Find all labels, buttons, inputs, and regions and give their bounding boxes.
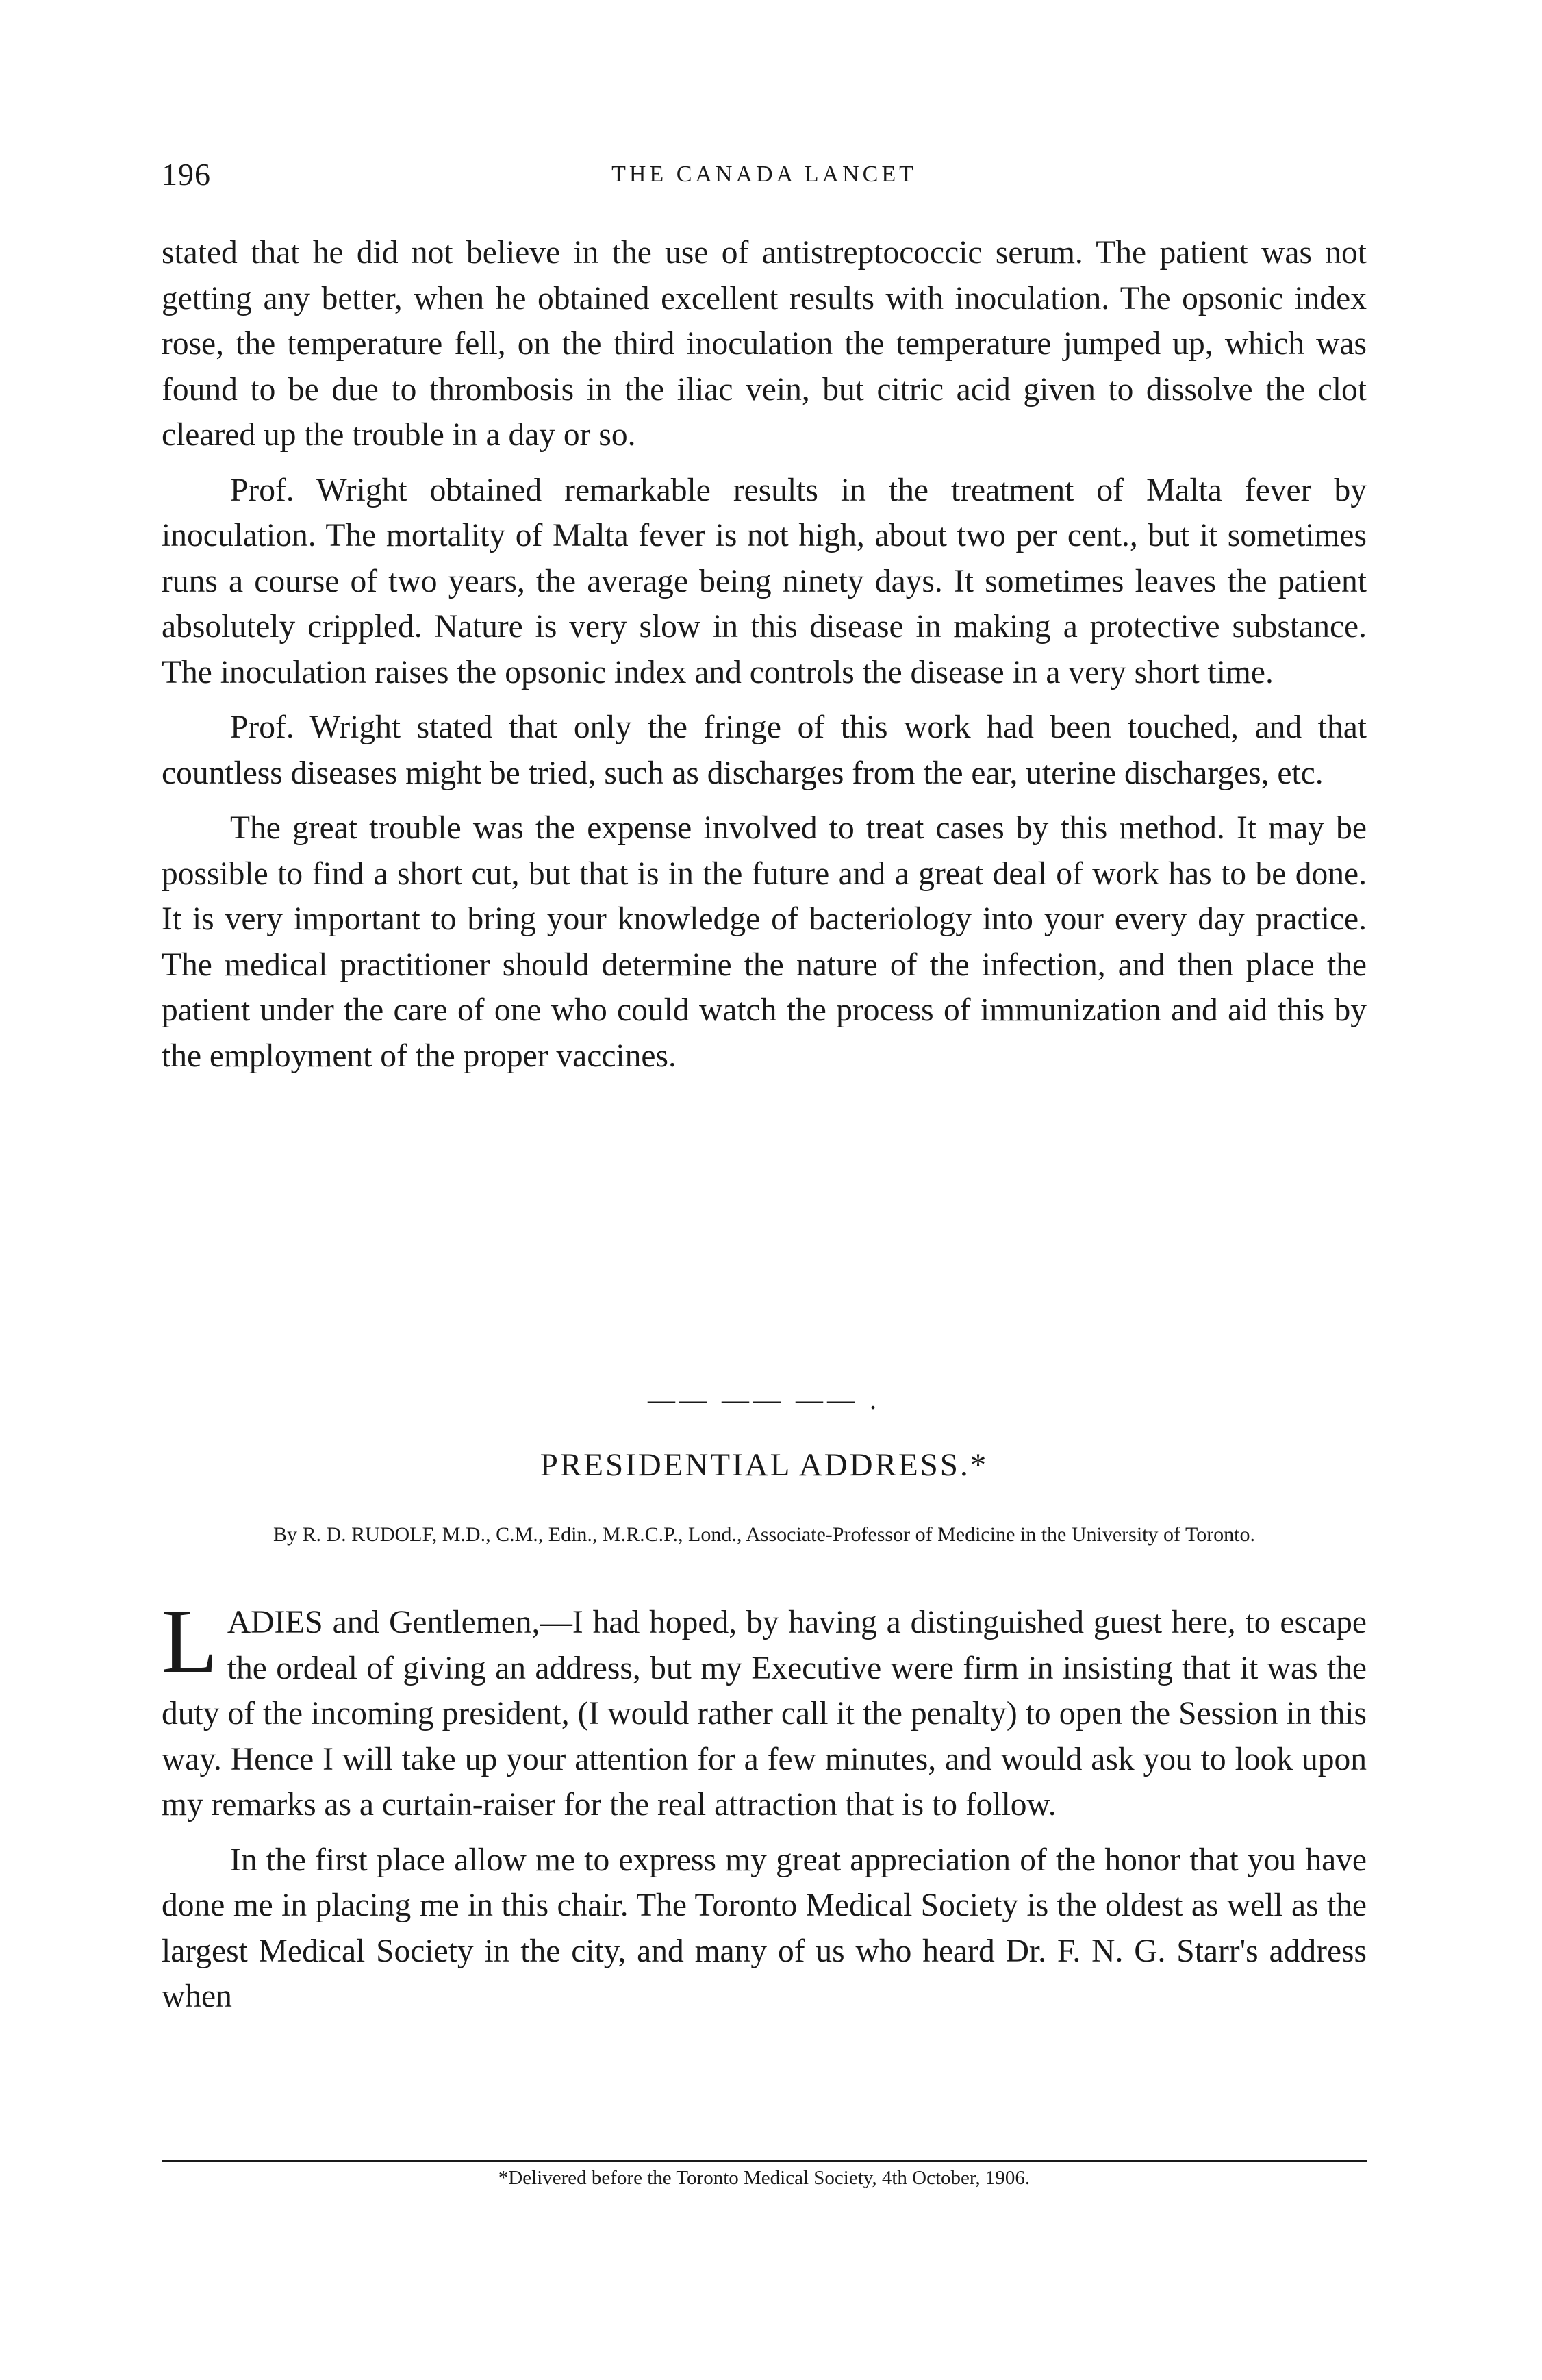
paragraph: Prof. Wright obtained remarkable results in the treatment of Malta fever by inoculation. The mortality of Malta fever is not high, about two per cent., but it sometimes runs a course of two years, the average being ninety days. It sometimes leaves the patient absolutely crippled. Nature is very slow in this disease in making a protective substance. The inoculation raises the opsonic index and controls the disease in a very short time. xyxy=(162,472,1367,690)
paragraph: stated that he did not believe in the use of antistreptococcic serum. The patient was not getting any better, when he obtained excellent results with inoculation. The opsonic index rose, the temperature fell, on the third inoculation the temperature jumped up, which was found to be due to thrombosis in the iliac vein, but citric acid given to dissolve the clot cleared up the trouble in a day or so. xyxy=(162,235,1367,453)
document-page xyxy=(162,0,1367,2380)
opening-paragraph xyxy=(162,1590,1367,1828)
continued-article-text xyxy=(162,230,1367,1088)
drop-cap: L xyxy=(162,1590,218,1692)
paragraph: In the first place allow me to express my great appreciation of the honor that you have done me in placing me in this chair. The Toronto Medical Society is the oldest as well as the largest Medical Society in the city, and many of us who heard Dr. F. N. G. Starr's address when xyxy=(162,1842,1367,2014)
page-number: 196 xyxy=(162,157,211,192)
author-byline: By R. D. RUDOLF, M.D., C.M., Edin., M.R.C.P., Lond., Associate-Professor of Medicine in the University of Toronto. xyxy=(273,1523,1256,1546)
address-text xyxy=(162,1590,1367,2029)
running-header xyxy=(162,156,1367,197)
section-title: PRESIDENTIAL ADDRESS.* xyxy=(540,1447,989,1483)
footnote-rule xyxy=(162,2160,1367,2162)
journal-title: THE CANADA LANCET xyxy=(611,162,917,187)
paragraph: Prof. Wright stated that only the fringe of this work had been touched, and that countless diseases might be tried, such as discharges from the ear, uterine discharges, etc. xyxy=(162,710,1367,791)
section-divider: —— —— —— . xyxy=(648,1384,881,1415)
opening-paragraph-text: ADIES and Gentlemen,—I had hoped, by having a distinguished guest here, to escape the ordeal of giving an address, but my Executive were firm in insisting that it was the duty of the incoming president, (I would rather call it the penalty) to open the Session in this way. Hence I will take up your attention for a few minutes, and would ask you to look upon my remarks as a curtain-raiser for the real attraction that is to follow. xyxy=(162,1605,1367,1822)
paragraph: The great trouble was the expense involved to treat cases by this method. It may be possible to find a short cut, but that is in the future and a great deal of work has to be done. It is very important to bring your knowledge of bacteriology into your every day practice. The medical practitioner should determine the nature of the infection, and then place the patient under the care of one who could watch the process of immunization and aid this by the employment of the proper vaccines. xyxy=(162,810,1367,1074)
footnote: *Delivered before the Toronto Medical Society, 4th October, 1906. xyxy=(498,2167,1031,2189)
